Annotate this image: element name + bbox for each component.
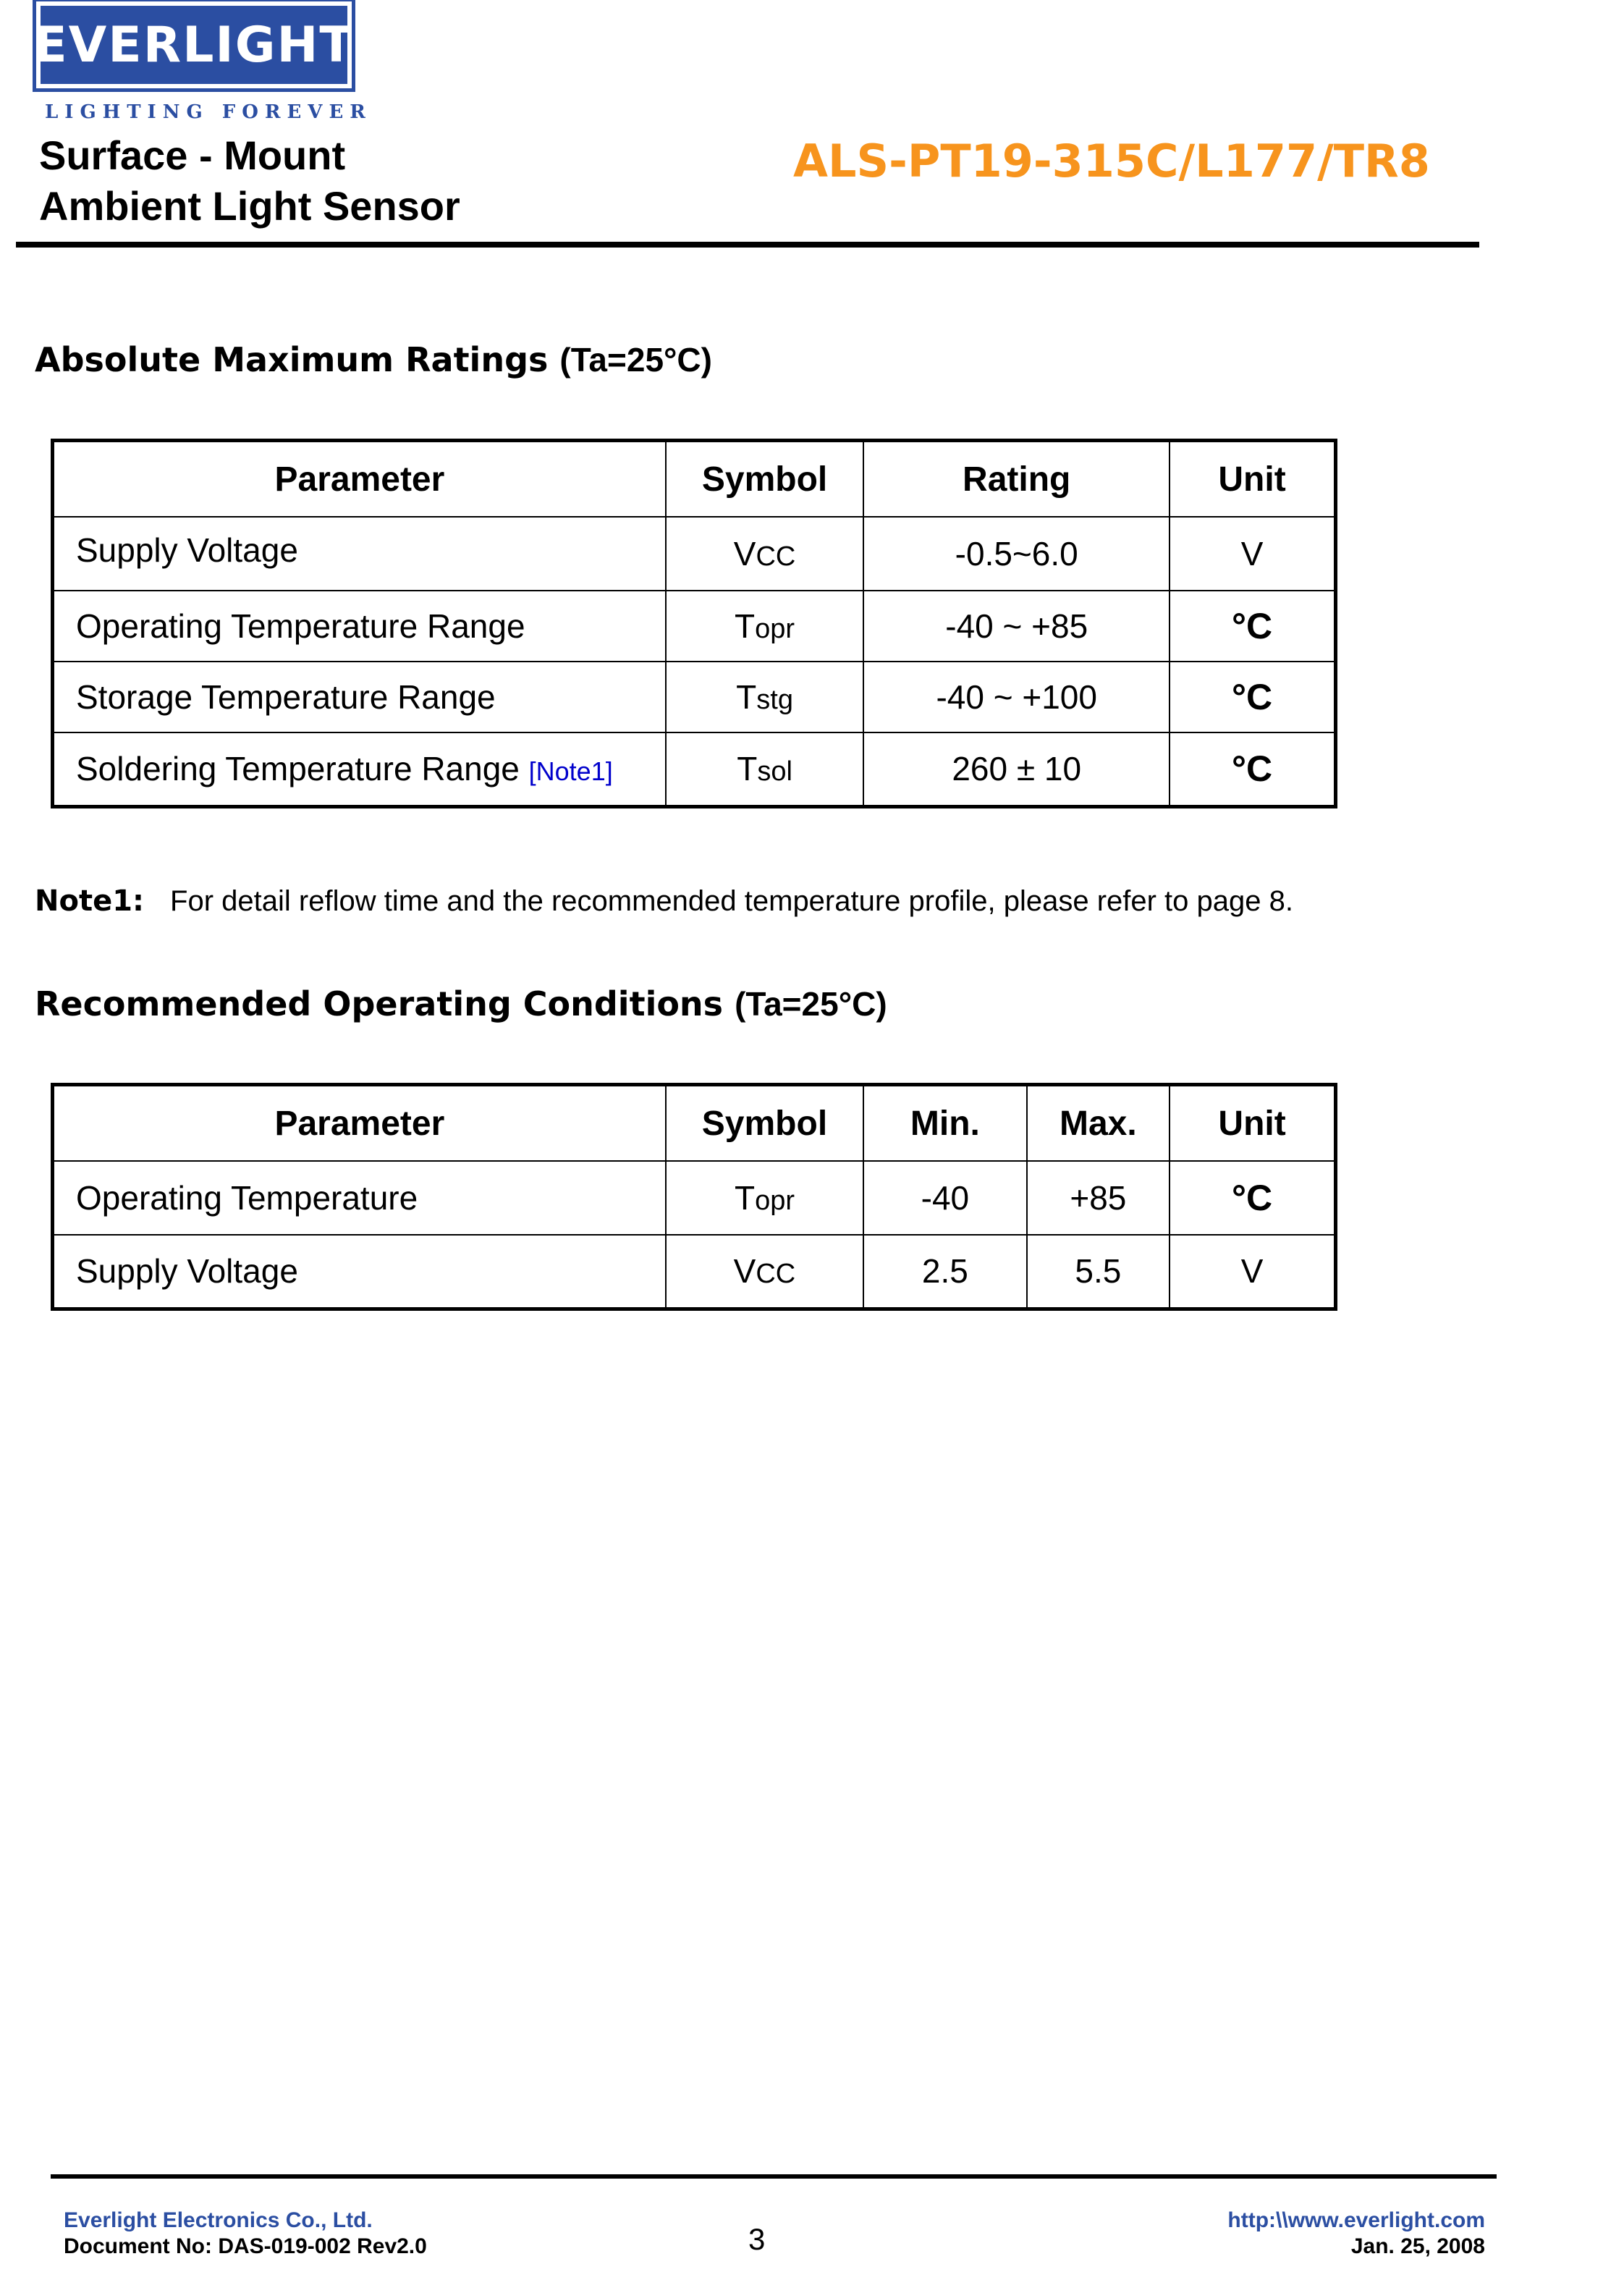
header-symbol: Symbol (666, 1085, 864, 1162)
cell-symbol: Topr (666, 1161, 864, 1235)
cell-unit: °C (1170, 662, 1335, 732)
abs-max-title-text: Absolute Maximum Ratings (35, 340, 549, 379)
document-type-line1: Surface - Mount (39, 132, 346, 178)
rec-op-title (35, 984, 887, 1023)
cell-min: -40 (863, 1161, 1026, 1235)
rec-op-table (51, 1083, 1337, 1311)
header-rating: Rating (863, 441, 1170, 518)
cell-parameter: Operating Temperature (53, 1161, 666, 1235)
cell-symbol: Tstg (666, 662, 864, 732)
table-row (53, 591, 1336, 662)
cell-unit: °C (1170, 591, 1335, 662)
abs-max-title (35, 340, 712, 379)
cell-min: 2.5 (863, 1235, 1026, 1309)
abs-max-table (51, 439, 1337, 808)
cell-rating: -40 ~ +85 (863, 591, 1170, 662)
cell-symbol: Topr (666, 591, 864, 662)
note1-text: For detail reflow time and the recommended temperature profile, please refer to page 8. (170, 885, 1293, 917)
header-parameter: Parameter (53, 1085, 666, 1162)
header-max: Max. (1027, 1085, 1170, 1162)
cell-max: 5.5 (1027, 1235, 1170, 1309)
cell-unit: °C (1170, 732, 1335, 806)
abs-max-condition: (Ta=25°C) (559, 341, 712, 379)
company-logo (33, 1, 355, 88)
cell-unit: °C (1170, 1161, 1335, 1235)
cell-symbol: Tsol (666, 732, 864, 806)
cell-symbol: VCC (666, 517, 864, 591)
table-header-row (53, 1085, 1336, 1162)
logo-text: EVERLIGHT (33, 16, 355, 74)
footer-right (1227, 2208, 1485, 2260)
note1 (35, 884, 1293, 918)
cell-parameter: Supply Voltage (53, 1235, 666, 1309)
footer-date: Jan. 25, 2008 (1350, 2234, 1485, 2258)
rec-op-title-text: Recommended Operating Conditions (35, 984, 724, 1023)
rec-op-condition: (Ta=25°C) (735, 985, 887, 1023)
footer-document-no: Document No: DAS-019-002 Rev2.0 (64, 2234, 427, 2258)
cell-parameter: Soldering Temperature Range [Note1] (53, 732, 666, 806)
header-min: Min. (863, 1085, 1026, 1162)
cell-unit: V (1170, 1235, 1335, 1309)
cell-rating: -40 ~ +100 (863, 662, 1170, 732)
note1-reference-link[interactable]: [Note1] (528, 756, 613, 787)
table-row (53, 662, 1336, 732)
table-row (53, 1161, 1336, 1235)
document-type-line2: Ambient Light Sensor (39, 183, 460, 229)
cell-parameter: Supply Voltage (53, 517, 666, 591)
table-row (53, 732, 1336, 806)
cell-parameter: Storage Temperature Range (53, 662, 666, 732)
footer-left (64, 2208, 427, 2260)
table-row (53, 517, 1336, 591)
cell-parameter: Operating Temperature Range (53, 591, 666, 662)
header-unit: Unit (1170, 1085, 1335, 1162)
part-number: ALS-PT19-315C/L177/TR8 (793, 135, 1430, 187)
cell-rating: -0.5~6.0 (863, 517, 1170, 591)
cell-max: +85 (1027, 1161, 1170, 1235)
cell-symbol: VCC (666, 1235, 864, 1309)
table-row (53, 1235, 1336, 1309)
footer-divider (51, 2174, 1497, 2179)
footer-company: Everlight Electronics Co., Ltd. (64, 2208, 373, 2232)
footer-website-link[interactable]: http:\\www.everlight.com (1227, 2208, 1485, 2232)
logo-tagline: LIGHTING FOREVER (45, 101, 372, 123)
page-number: 3 (748, 2222, 766, 2256)
header-divider (16, 242, 1479, 248)
header-parameter: Parameter (53, 441, 666, 518)
header-unit: Unit (1170, 441, 1335, 518)
document-type (39, 130, 460, 232)
table-header-row (53, 441, 1336, 518)
cell-unit: V (1170, 517, 1335, 591)
header-symbol: Symbol (666, 441, 864, 518)
note1-label: Note1: (35, 884, 145, 918)
cell-rating: 260 ± 10 (863, 732, 1170, 806)
